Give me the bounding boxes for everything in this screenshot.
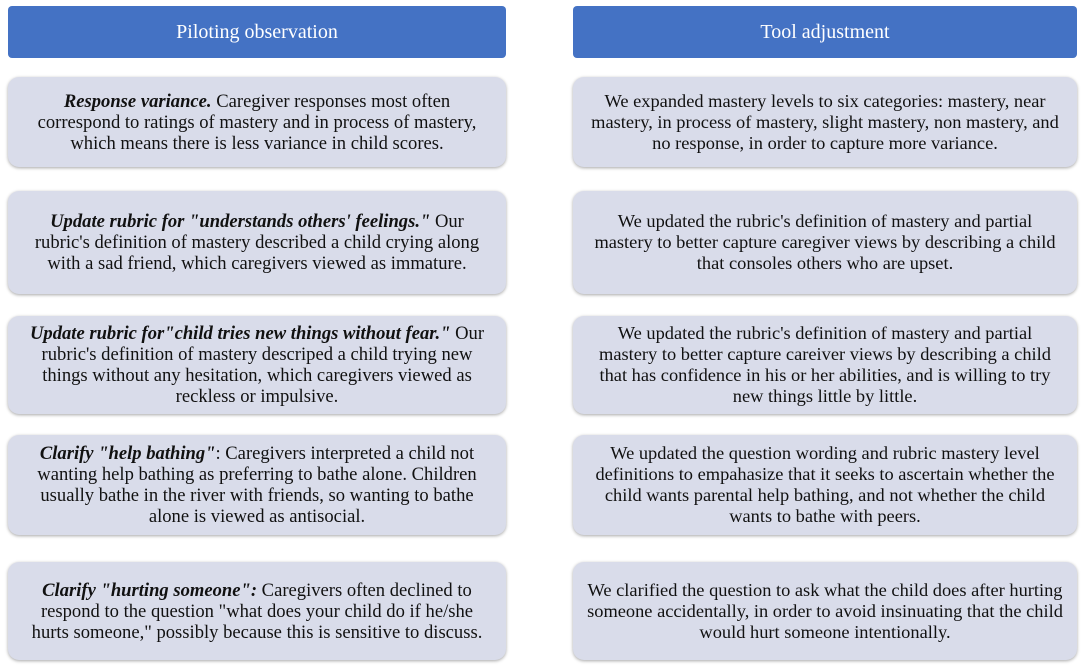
adjustment-card: [573, 191, 1077, 294]
observation-text: [22, 443, 492, 527]
observation-text: [22, 211, 492, 274]
adjustment-text: We updated the question wording and rubric mastery level definitions to empahasize that it seeks to ascertain whether the child wants parental help bathing, and not whether the child wants to bathe with peers.: [595, 443, 1055, 526]
adjustment-card: [573, 562, 1077, 660]
adjustment-card: [573, 77, 1077, 167]
observation-text: [22, 91, 492, 154]
observation-card: [8, 562, 506, 660]
observation-text: [22, 323, 492, 407]
observation-card: [8, 77, 506, 167]
observation-body: Caregivers often declined to respond to the question "what does your child do if he/she hurts someone," possibly because this is sensitive to discuss.: [31, 579, 483, 643]
observation-card: [8, 191, 506, 294]
observation-lead: Update rubric for"child tries new things without fear.": [29, 323, 451, 344]
observation-body: : Caregivers interpreted a child not wanting help bathing as preferring to bathe alone. Children usually bathe in the river with friends, so wanting to bathe alone is viewed as antisocial.: [37, 443, 477, 527]
observation-lead: Clarify "help bathing": [39, 443, 216, 464]
observation-lead: Clarify "hurting someone":: [42, 579, 258, 601]
adjustment-text: We updated the rubric's definition of mastery and partial mastery to better capture careiver views by describing a child that has confidence in his or her abilities, and is willing to try new things little by little.: [599, 323, 1051, 406]
observation-card: [8, 316, 506, 414]
adjustment-text: We expanded mastery levels to six categories: mastery, near mastery, in process of mastery, slight mastery, non mastery, and no response, in order to capture more variance.: [591, 90, 1059, 153]
adjustment-card: [573, 435, 1077, 535]
adjustment-text: We updated the rubric's definition of mastery and partial mastery to better capture caregiver views by describing a child that consoles others who are upset.: [594, 211, 1056, 273]
observation-body: Caregiver responses most often correspond to ratings of mastery and in process of mastery, which means there is less variance in child scores.: [37, 90, 477, 154]
observation-text: [22, 580, 492, 643]
observation-lead: Update rubric for "understands others' feelings.": [50, 211, 431, 232]
observation-body: Our rubric's definition of mastery descriped a child trying new things without any hesitation, which caregivers viewed as reckless or impulsive.: [41, 323, 485, 407]
tool-adjustment-header: Tool adjustment: [573, 6, 1077, 58]
adjustment-card: [573, 316, 1077, 414]
adjustment-text: We clarified the question to ask what the child does after hurting someone accidentally, in order to avoid insinuating that the child would hurt someone intentionally.: [587, 579, 1063, 642]
observation-card: [8, 435, 506, 535]
observation-body: Our rubric's definition of mastery described a child crying along with a sad friend, which caregivers viewed as immature.: [34, 211, 480, 274]
observation-lead: Response variance.: [63, 90, 212, 112]
piloting-observation-header: Piloting observation: [8, 6, 506, 58]
